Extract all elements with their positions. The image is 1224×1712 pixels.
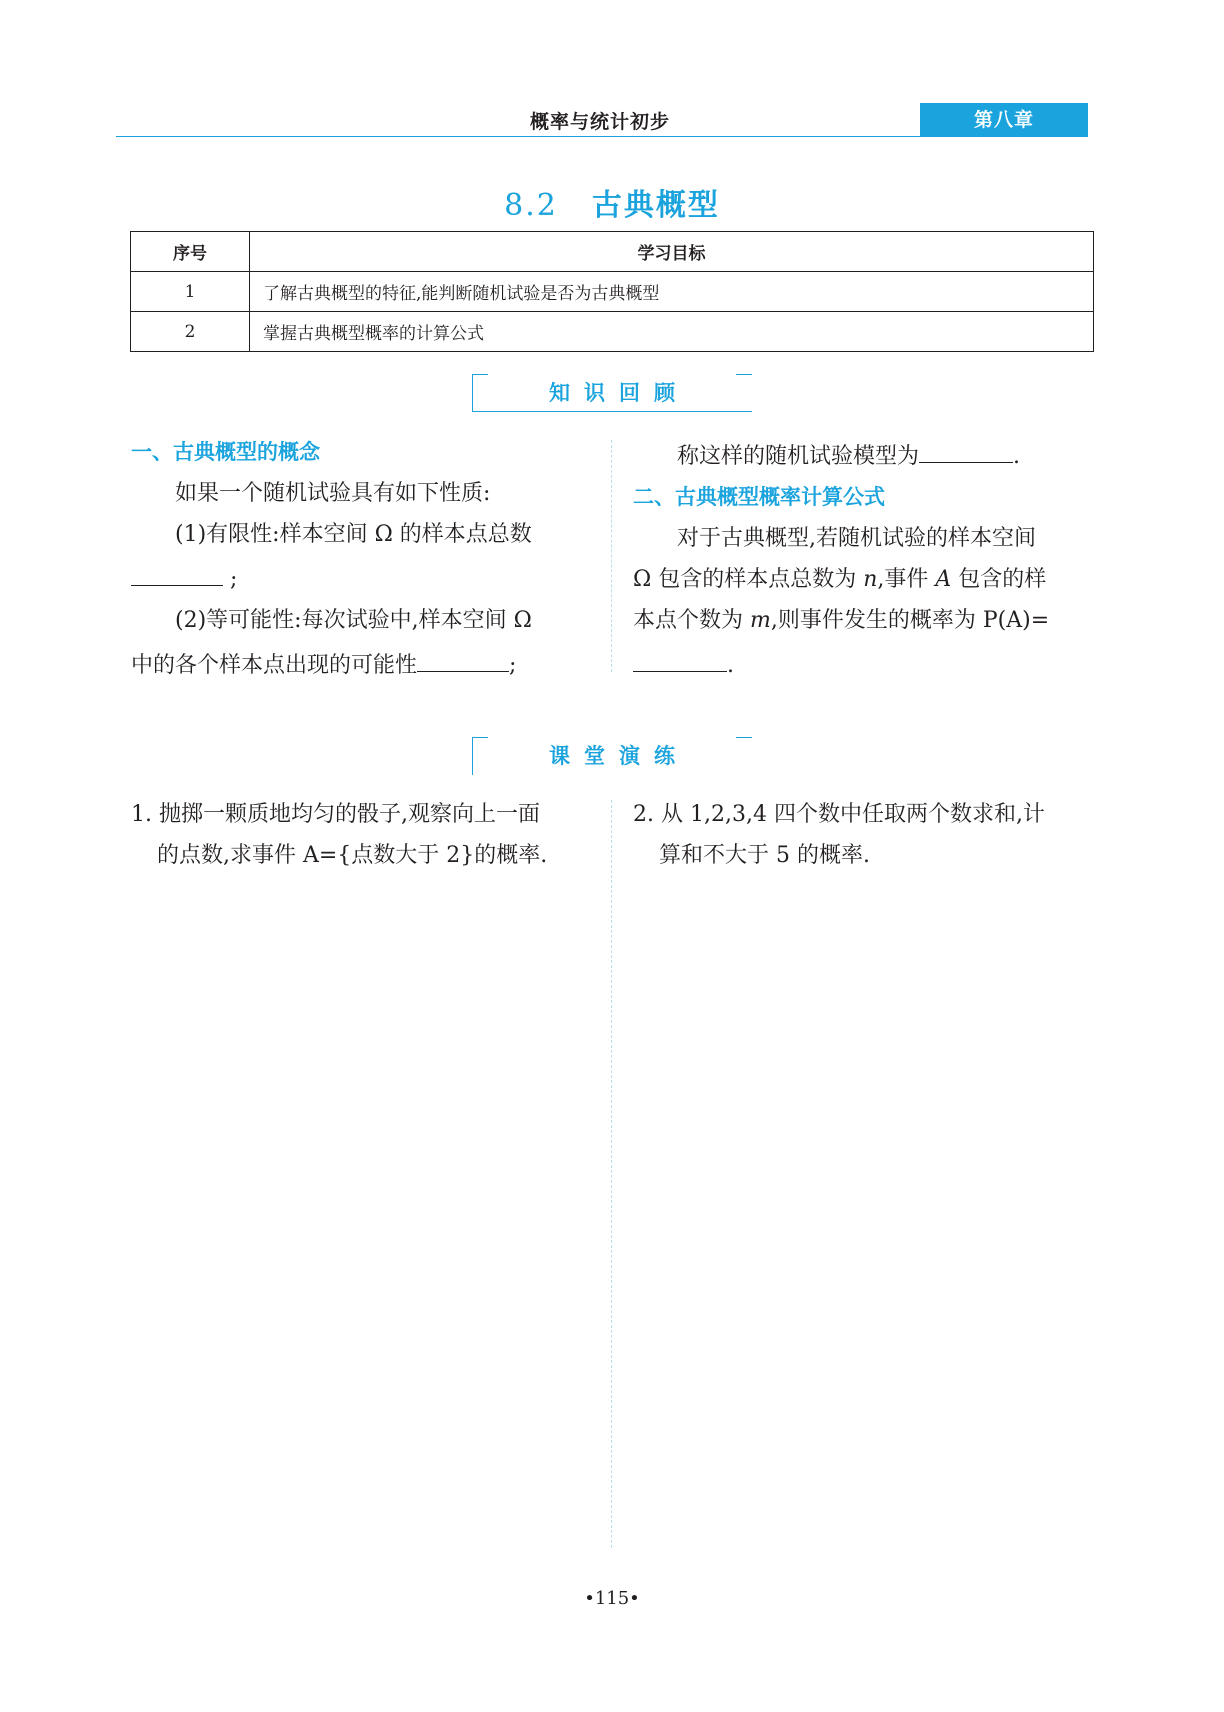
exercise-1-line-1: 1. 抛掷一颗质地均匀的骰子,观察向上一面 [131, 802, 540, 827]
table-header-row [131, 232, 1094, 272]
property-2-cont: 中的各个样本点出现的可能性 [131, 653, 418, 678]
exercise-1 [131, 794, 601, 876]
formula-line-1: 对于古典概型,若随机试验的样本空间 [677, 526, 1036, 551]
row-goal: 了解古典概型的特征,能判断随机试验是否为古典概型 [250, 272, 1094, 312]
blank-4[interactable] [633, 641, 727, 672]
formula-heading: 二、古典概型概率计算公式 [633, 485, 885, 509]
page-number: •115• [584, 1588, 640, 1609]
exercise-2-line-2: 算和不大于 5 的概率. [659, 843, 870, 868]
book-title: 概率与统计初步 [530, 111, 671, 133]
property-2: (2)等可能性:每次试验中,样本空间 Ω [175, 608, 532, 633]
exercise-2-line-1: 2. 从 1,2,3,4 四个数中任取两个数求和,计 [633, 802, 1045, 827]
column-header-index: 序号 [131, 232, 250, 272]
concept-intro: 如果一个随机试验具有如下性质: [175, 481, 491, 506]
formula-line-2: Ω 包含的样本点总数为 n,事件 A 包含的样 [633, 567, 1047, 592]
blank-3[interactable] [919, 432, 1013, 463]
exercise-2 [633, 794, 1103, 876]
blank-1[interactable] [131, 555, 223, 586]
objectives-table [130, 231, 1094, 352]
exercise-1-line-2: 的点数,求事件 A={点数大于 2}的概率. [157, 843, 548, 868]
row-index: 1 [131, 272, 250, 312]
column-divider [611, 440, 612, 672]
section-title [0, 180, 1224, 224]
review-right-column: 称这样的随机试验模型为 . 二、古典概型概率计算公式 对于古典概型,若随机试验的样本空间 Ω 包含的样本点总数为 n,事件 A 包含的样 本点个数为 m,则事件发生的概率为 P(A)= . [633, 432, 1095, 686]
chapter-badge: 第八章 [920, 103, 1088, 137]
table-row [131, 312, 1094, 352]
row-index: 2 [131, 312, 250, 352]
section-name: 古典概型 [591, 188, 720, 223]
column-header-goal: 学习目标 [250, 232, 1094, 272]
property-1: (1)有限性:样本空间 Ω 的样本点总数 [175, 522, 532, 547]
blank-2[interactable] [417, 641, 509, 672]
formula-line-3: 本点个数为 m,则事件发生的概率为 P(A)= [633, 608, 1050, 633]
section-number: 8.2 [504, 188, 558, 223]
review-left-column: 一、古典概型的概念 如果一个随机试验具有如下性质: (1)有限性:样本空间 Ω 的样本点总数 ; (2)等可能性:每次试验中,样本空间 Ω 中的各个样本点出现的可能性 ; [131, 432, 597, 686]
practice-heading: 课堂演练 [549, 744, 689, 768]
review-heading-band [472, 374, 752, 412]
review-heading: 知识回顾 [549, 381, 689, 405]
table-row [131, 272, 1094, 312]
concept-heading: 一、古典概型的概念 [131, 440, 320, 464]
row-goal: 掌握古典概型概率的计算公式 [250, 312, 1094, 352]
column-divider [611, 800, 612, 1548]
model-name-text: 称这样的随机试验模型为 [677, 444, 920, 469]
practice-heading-band [472, 737, 752, 775]
